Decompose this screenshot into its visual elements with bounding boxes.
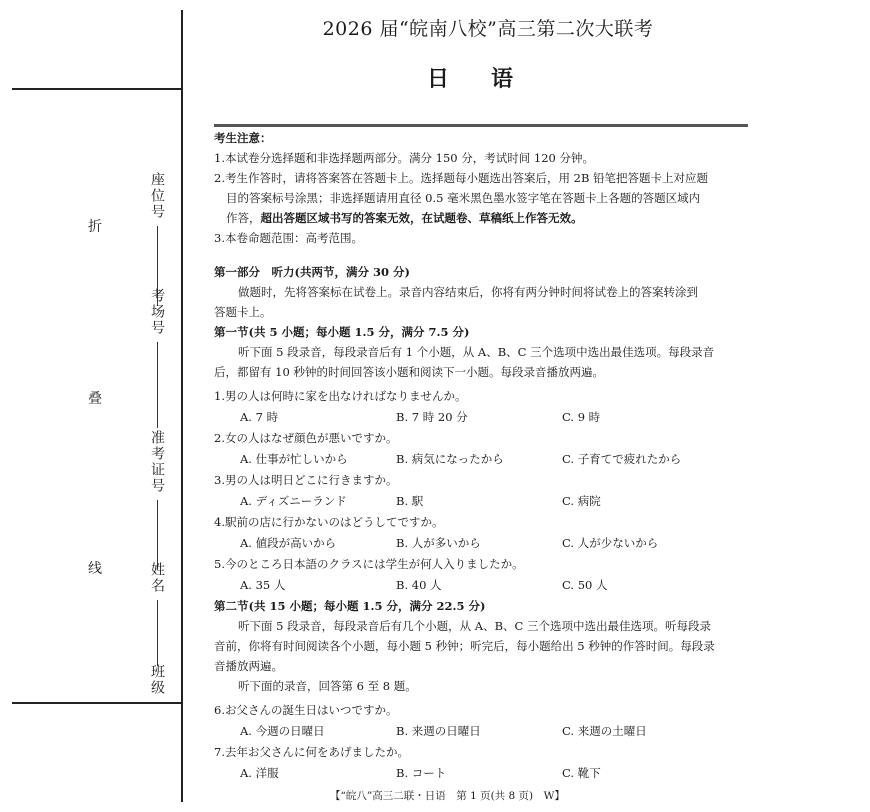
q5-option-c[interactable]: C. 50 人 xyxy=(562,578,608,592)
notice-item-2-line-2: 目的答案标号涂黑；非选择题请用直径 0.5 毫米黑色墨水签字笔在答题卡上各题的答题区域内 xyxy=(226,191,701,205)
notice-item-2-line-3 xyxy=(214,208,748,228)
admission-number-underline xyxy=(157,500,158,570)
part1-intro-line-1: 做题时，先将答案标在试卷上。录音内容结束后，你将有两分钟时间将试卷上的答案转涂到 xyxy=(238,285,698,299)
section1-heading: 第一节(共 5 小题；每小题 1.5 分，满分 7.5 分) xyxy=(214,325,470,339)
q1-option-a[interactable]: A. 7 時 xyxy=(240,410,279,424)
q3-option-a[interactable]: A. ディズニーランド xyxy=(240,494,347,508)
class-field[interactable] xyxy=(140,664,174,696)
notice-heading: 考生注意： xyxy=(214,131,272,145)
exam-room-field[interactable] xyxy=(140,288,174,428)
part1-heading: 第一部分 听力(共两节，满分 30 分) xyxy=(214,265,410,279)
q6-option-b[interactable]: B. 来週の日曜日 xyxy=(396,724,481,738)
part1-intro-line-2: 答题卡上。 xyxy=(214,305,272,319)
question-4: 4.駅前の店に行かないのはどうしてですか。 xyxy=(214,515,444,529)
admission-number-field[interactable] xyxy=(140,430,174,570)
seat-number-label: 座位号 xyxy=(149,172,165,220)
notice-block xyxy=(214,128,748,248)
notice-item-3: 3.本卷命题范围：高考范围。 xyxy=(214,231,363,245)
section2-block xyxy=(214,596,748,696)
margin-border-line xyxy=(181,10,183,802)
question-2: 2.女の人はなぜ顔色が悪いですか。 xyxy=(214,431,398,445)
fold-char-2: 叠 xyxy=(88,391,102,407)
section2-intro-line-3: 音播放两遍。 xyxy=(214,659,283,673)
section1-intro-line-2: 后，都留有 10 秒钟的时间回答该小题和阅读下一小题。每段录音播放两遍。 xyxy=(214,365,604,379)
notice-item-2-plain: 作答， xyxy=(226,211,261,225)
q5-option-b[interactable]: B. 40 人 xyxy=(396,578,442,592)
name-underline xyxy=(157,600,158,666)
notice-item-2-emphasis: 超出答题区域书写的答案无效，在试题卷、草稿纸上作答无效。 xyxy=(260,211,583,225)
q2-option-a[interactable]: A. 仕事が忙しいから xyxy=(240,452,348,466)
question-1: 1.男の人は何時に家を出なければなりませんか。 xyxy=(214,389,467,403)
q4-option-a[interactable]: A. 値段が高いから xyxy=(240,536,337,550)
section2-intro-line-1: 听下面 5 段录音，每段录音后有几个小题，从 A、B、C 三个选项中选出最佳选项。听每段录 xyxy=(238,619,711,633)
fold-char-3: 线 xyxy=(88,561,102,577)
q7-option-b[interactable]: B. コート xyxy=(396,766,447,780)
header-rule xyxy=(214,124,748,127)
section2-intro-line-2: 音前，你将有时间阅读各个小题，每小题 5 秒钟；听完后，每小题给出 5 秒钟的作答时间。每段录 xyxy=(214,639,715,653)
name-field[interactable] xyxy=(140,562,174,666)
q1-option-c[interactable]: C. 9 時 xyxy=(562,410,601,424)
question-3: 3.男の人は明日どこに行きますか。 xyxy=(214,473,398,487)
part1-block xyxy=(214,262,748,382)
section1-intro-line-1: 听下面 5 段录音，每段录音后有 1 个小题，从 A、B、C 三个选项中选出最佳选项。每段录音 xyxy=(238,345,715,359)
name-label: 姓名 xyxy=(149,562,165,594)
seat-number-field[interactable] xyxy=(140,172,174,306)
notice-item-2-line-1: 2.考生作答时，请将答案答在答题卡上。选择题每小题选出答案后，用 2B 铅笔把答题卡上对应题 xyxy=(214,171,709,185)
class-label: 班级 xyxy=(149,664,165,696)
q2-option-b[interactable]: B. 病気になったから xyxy=(396,452,504,466)
q4-option-b[interactable]: B. 人が多いから xyxy=(396,536,481,550)
q1-option-b[interactable]: B. 7 時 20 分 xyxy=(396,410,468,424)
margin-bottom-divider xyxy=(12,702,182,704)
binding-margin xyxy=(0,0,182,812)
q7-option-c[interactable]: C. 靴下 xyxy=(562,766,601,780)
question-5: 5.今のところ日本語のクラスには学生が何人入りましたか。 xyxy=(214,557,524,571)
section2-sub-intro: 听下面的录音，回答第 6 至 8 题。 xyxy=(238,679,417,693)
q5-option-a[interactable]: A. 35 人 xyxy=(240,578,286,592)
q4-option-c[interactable]: C. 人が少ないから xyxy=(562,536,659,550)
section2-heading: 第二节(共 15 小题；每小题 1.5 分，满分 22.5 分) xyxy=(214,599,486,613)
q7-option-a[interactable]: A. 洋服 xyxy=(240,766,279,780)
q6-option-c[interactable]: C. 来週の土曜日 xyxy=(562,724,647,738)
q3-option-c[interactable]: C. 病院 xyxy=(562,494,601,508)
q6-option-a[interactable]: A. 今週の日曜日 xyxy=(240,724,325,738)
q2-option-c[interactable]: C. 子育てで疲れたから xyxy=(562,452,682,466)
page-footer: 【“皖八”高三二联・日语 第 1 页(共 8 页) W】 xyxy=(330,790,565,802)
exam-room-label: 考场号 xyxy=(149,288,165,336)
subject-title: 日语 xyxy=(427,67,556,92)
notice-item-1: 1.本试卷分选择题和非选择题两部分。满分 150 分，考试时间 120 分钟。 xyxy=(214,151,594,165)
exam-room-underline xyxy=(157,342,158,428)
exam-title: 2026 届“皖南八校”高三第二次大联考 xyxy=(322,18,654,40)
admission-number-label: 准考证号 xyxy=(149,430,165,494)
q3-option-b[interactable]: B. 駅 xyxy=(396,494,424,508)
margin-top-divider xyxy=(12,88,182,90)
question-7: 7.去年お父さんに何をあげましたか。 xyxy=(214,745,409,759)
question-6: 6.お父さんの誕生日はいつですか。 xyxy=(214,703,398,717)
fold-char-1: 折 xyxy=(88,219,102,235)
